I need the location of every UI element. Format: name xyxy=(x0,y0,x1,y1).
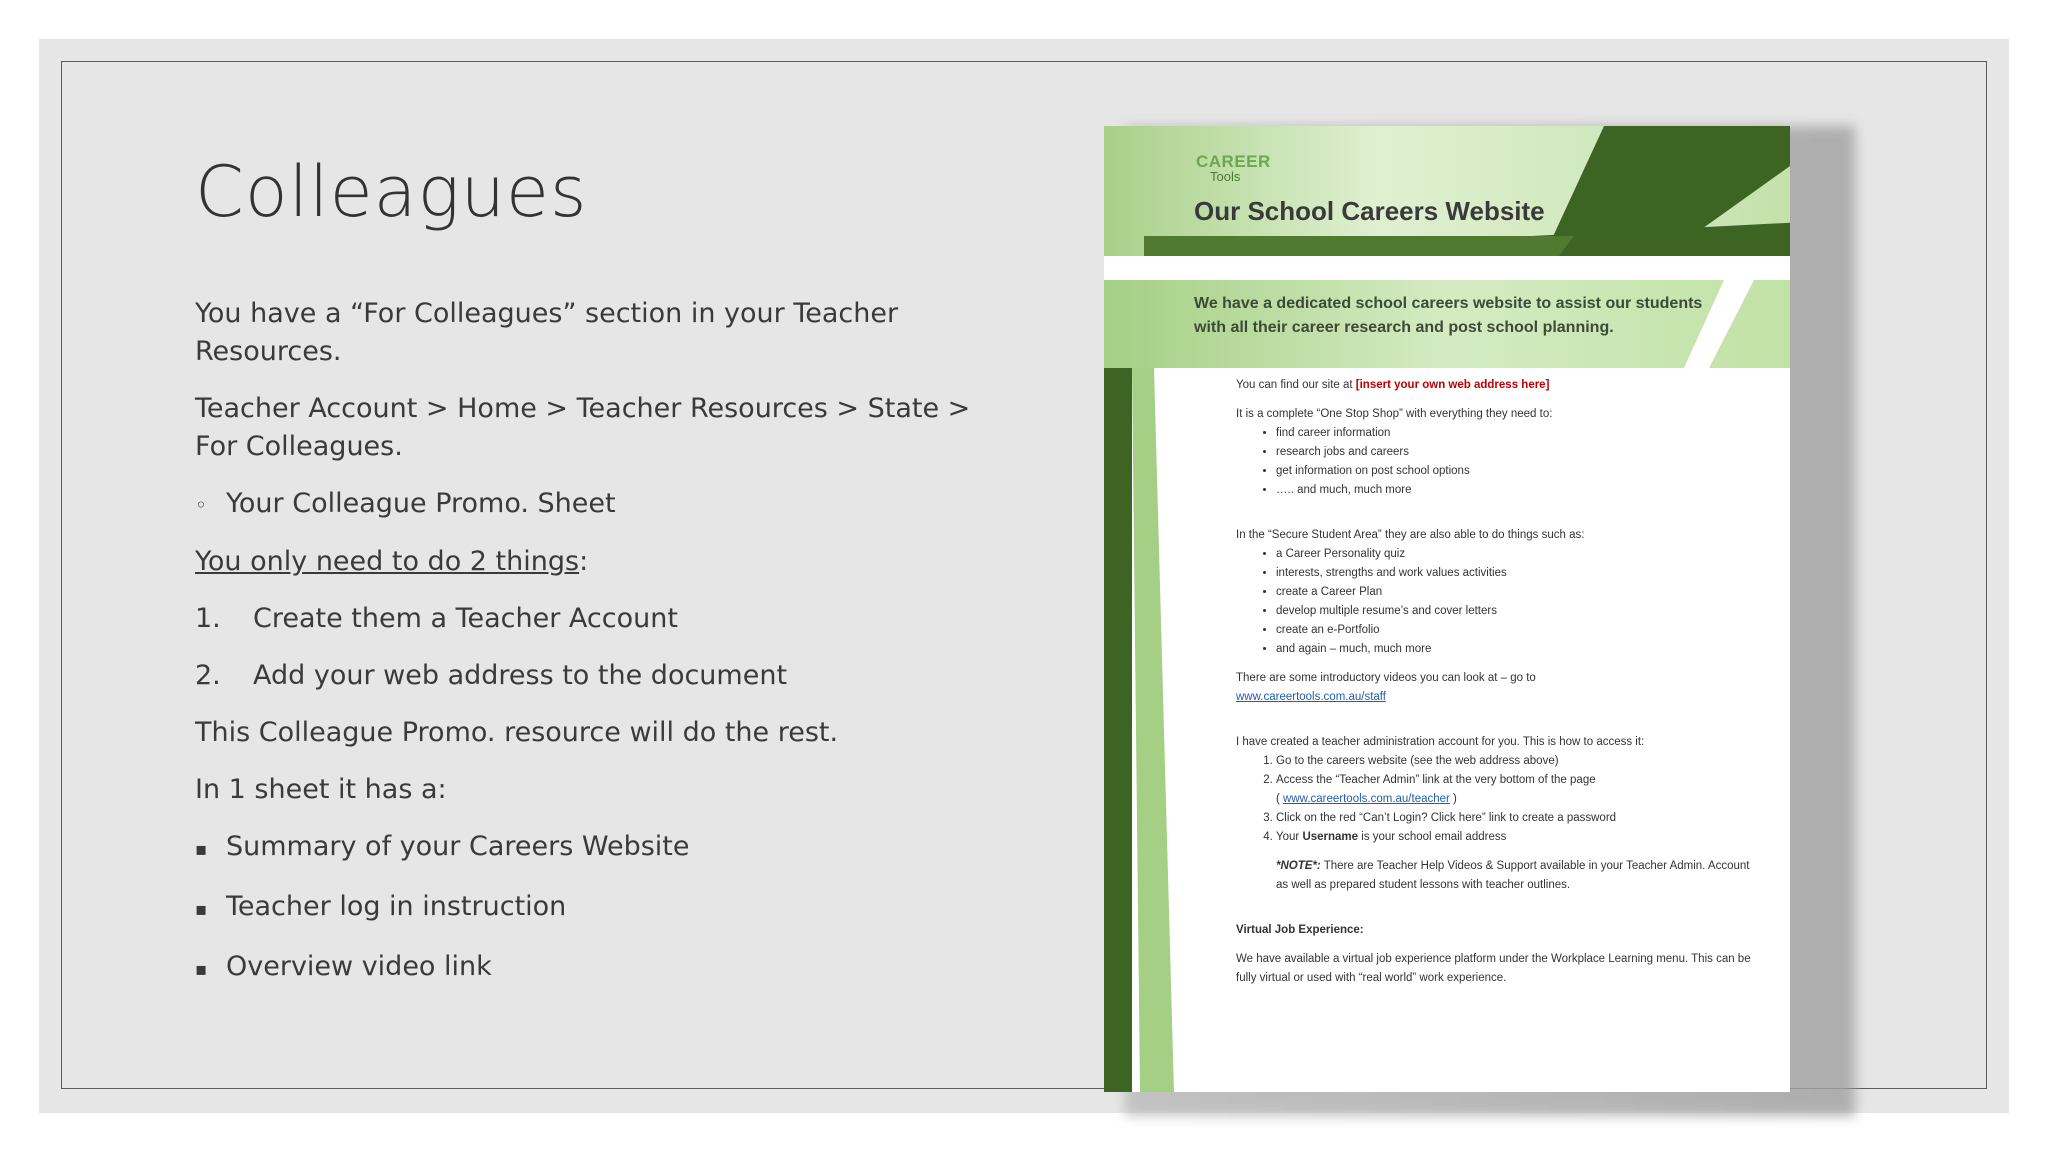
slide-body xyxy=(195,295,975,1008)
doc-content xyxy=(1236,366,1756,988)
para-need-things xyxy=(195,543,975,581)
para-resource: This Colleague Promo. resource will do the rest. xyxy=(195,717,839,748)
para-navigation-path: Teacher Account > Home > Teacher Resources > State > For Colleagues. xyxy=(195,393,971,462)
doc-secure: In the “Secure Student Area” they are also able to do things such as: xyxy=(1236,529,1585,541)
doc-admin-intro: I have created a teacher administration account for you. This is how to access it: xyxy=(1236,736,1645,748)
step-number: 2. xyxy=(195,660,221,691)
doc-title: Our School Careers Website xyxy=(1194,196,1545,226)
feature-text: Overview video link xyxy=(226,951,492,982)
career-tools-logo: CAREER Tools xyxy=(1196,152,1271,184)
step-text: Add your web address to the document xyxy=(253,660,788,691)
doc-note: *NOTE*: There are Teacher Help Videos & Support available in your Teacher Admin. Account as well as prepared student lessons with teacher outlines. xyxy=(1276,860,1750,891)
para-one-sheet: In 1 sheet it has a: xyxy=(195,774,447,805)
need-underlined-text: You only need to do 2 things xyxy=(195,546,580,577)
doc-videos: There are some introductory videos you can look at – go to xyxy=(1236,672,1536,684)
doc-list-secure: • a Career Personality quiz • interests, strengths and work values activities • create a Career Plan • develop multiple resume’s and cover letters • create an e-Portfolio • and again – much, much more xyxy=(1276,545,1756,659)
sub-bullet-text: Your Colleague Promo. Sheet xyxy=(226,488,616,519)
circle-bullet-icon: ◦ xyxy=(195,493,207,517)
para-colleagues-section: You have a “For Colleagues” section in your Teacher Resources. xyxy=(195,298,899,367)
step-item xyxy=(195,657,975,695)
square-bullet-icon: ▪ xyxy=(195,959,208,980)
doc-intro: We have a dedicated school careers website to assist our students with all their career research and post school planning. xyxy=(1194,295,1703,336)
step-item xyxy=(195,600,975,638)
need-suffix: : xyxy=(579,546,589,577)
feature-item xyxy=(195,888,975,929)
doc-videos-link[interactable]: www.careertools.com.au/staff xyxy=(1236,691,1386,703)
sub-bullet-item xyxy=(195,485,975,524)
feature-item xyxy=(195,828,975,869)
slide xyxy=(39,39,2009,1113)
square-bullet-icon: ▪ xyxy=(195,899,208,920)
square-bullet-icon: ▪ xyxy=(195,839,208,860)
doc-vje-text: We have available a virtual job experience platform under the Workplace Learning menu. This can be fully virtual or used with “real world” work experience. xyxy=(1236,953,1751,984)
doc-teacher-link[interactable]: www.careertools.com.au/teacher xyxy=(1283,793,1450,805)
feature-text: Summary of your Careers Website xyxy=(226,831,690,862)
step-text: Create them a Teacher Account xyxy=(253,603,678,634)
slide-title: Colleagues xyxy=(195,151,588,233)
step-number: 1. xyxy=(195,603,221,634)
doc-vje-heading: Virtual Job Experience: xyxy=(1236,924,1364,936)
promo-sheet-image xyxy=(1104,126,1790,1092)
doc-admin-steps: 1. Go to the careers website (see the web address above) 2. Access the “Teacher Admin” link at the very bottom of the page ( www.careertools.com.au/teacher ) 3. Click on the red “Can’t Login? Click here” link to create a password 4. Your Username is your school email address xyxy=(1276,752,1756,847)
feature-item xyxy=(195,948,975,989)
doc-list-one-stop: • find career information • research jobs and careers • get information on post school options • ….. and much, much more xyxy=(1276,424,1756,500)
doc-find-line: You can find our site at [insert your own web address here] xyxy=(1236,379,1550,391)
feature-text: Teacher log in instruction xyxy=(226,891,567,922)
doc-one-stop: It is a complete “One Stop Shop” with everything they need to: xyxy=(1236,408,1553,420)
